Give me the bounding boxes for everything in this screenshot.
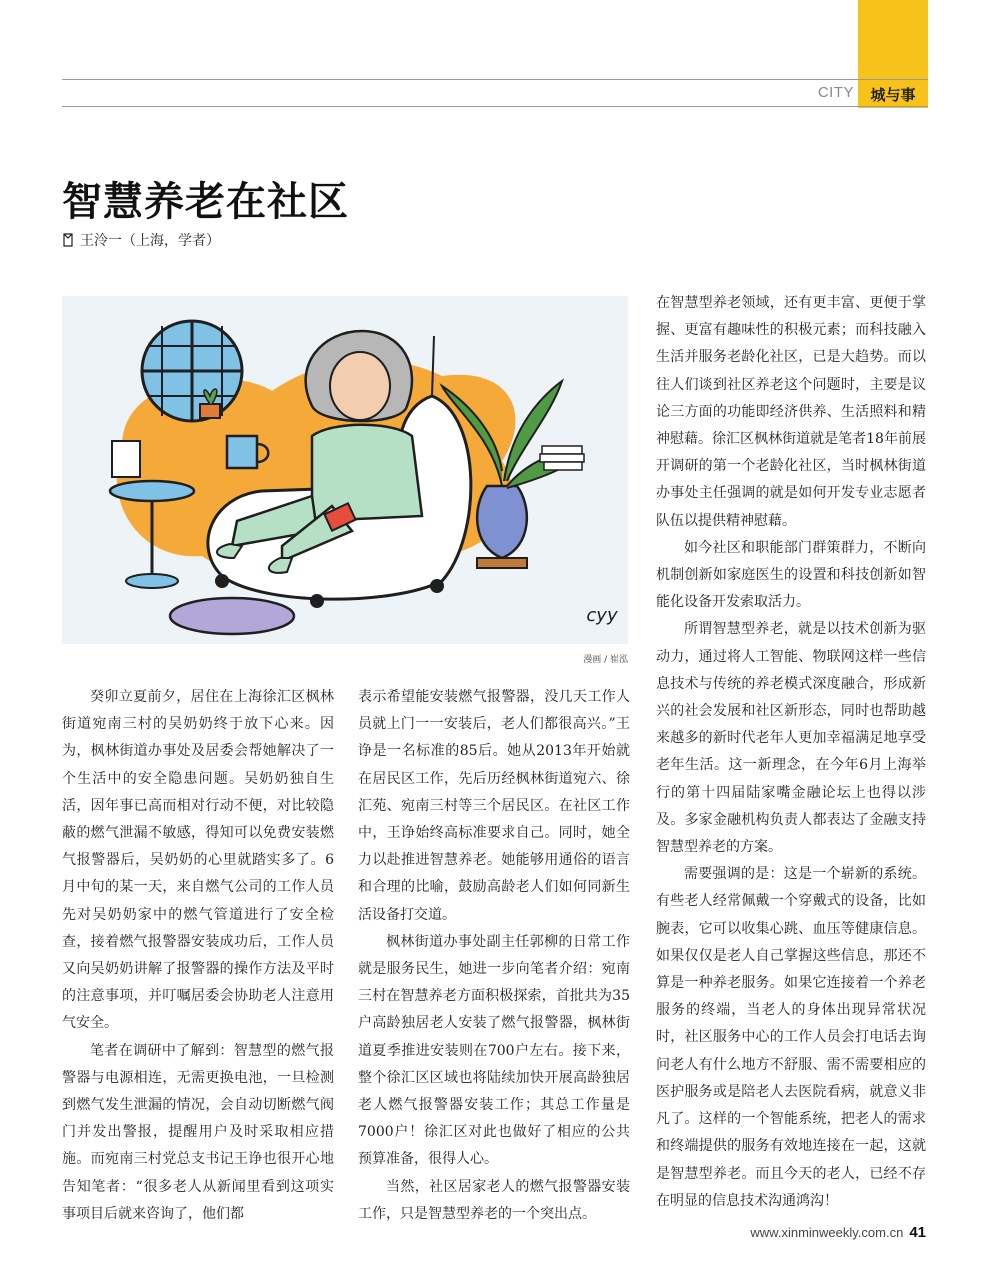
- article-title: 智慧养老在社区: [62, 179, 349, 225]
- paragraph: 枫林街道办事处副主任郭柳的日常工作就是服务民生，她进一步向笔者介绍：宛南三村在智慧养老方面积极探索，首批共为35户高龄独居老人安装了燃气报警器，枫林街道夏季推进安装则在700户左右。接下来，整个徐汇区区域也将陆续加快开展高龄独居老人燃气报警器安装工作；其总工作量是7000户！徐汇区对此也做好了相应的公共预算准备，很得人心。: [358, 933, 630, 1168]
- paragraph: 表示希望能安装燃气报警器，没几天工作人员就上门一一安装后，老人们都很高兴。”王诤是一名标准的85后。她从2013年开始就在居民区工作，先后历经枫林街道宛六、徐汇苑、宛南三村等三个居民区。在社区工作中，王诤始终高标准要求自己。同时，她全力以赴推进智慧养老。她能够用通俗的语言和合理的比喻，鼓励高龄老人们如何同新生活设备打交道。: [358, 689, 630, 923]
- paragraph: 需要强调的是：这是一个崭新的系统。有些老人经常佩戴一个穿戴式的设备，比如腕表，它可以收集心跳、血压等健康信息。如果仅仅是老人自己掌握这些信息，那还不算是一种养老服务。如果它连接着一个养老服务的终端，当老人的身体出现异常状况时，社区服务中心的工作人员会打电话去询问老人有什么地方不舒服、需不需要相应的医护服务或是陪老人去医院看病，就意义非凡了。这样的一个智能系统，把老人的需求和终端提供的服务有效地连接在一起，这就是智慧型养老。而且今天的老人，已经不存在明显的信息技术沟通鸿沟！: [656, 866, 926, 1209]
- paragraph: 所谓智慧型养老，就是以技术创新为驱动力，通过将人工智能、物联网这样一些信息技术与传统的养老模式深度融合，形成新兴的社会发展和社区新形态，同时也帮助越来越多的新时代老年人更加幸福满足地享受老年生活。这一新理念，在今年6月上海举行的第十四届陆家嘴金融论坛上也得以涉及。多家金融机构负责人都表达了金融支持智慧型养老的方案。: [656, 621, 926, 856]
- section-label-en: CITY: [817, 84, 854, 101]
- books-icon: [540, 446, 584, 470]
- byline-text: 王泠一（上海，学者）: [80, 233, 220, 249]
- paragraph: 当然，社区居家老人的燃气报警器安装工作，只是智慧型养老的一个突出点。: [358, 1178, 630, 1222]
- floor-cushion-icon: [170, 598, 294, 634]
- header-divider-top: [62, 79, 928, 80]
- cartoon-illustration: [62, 296, 628, 644]
- header-divider-bottom: [62, 106, 928, 107]
- paragraph: 在智慧型养老领域，还有更丰富、更便于掌握、更富有趣味性的积极元素；而科技融入生活并服务老龄化社区，已是大趋势。而以往人们谈到社区养老这个问题时，主要是议论三方面的功能即经济供养、生活照料和精神慰藉。徐汇区枫林街道就是笔者18年前展开调研的第一个老龄化社区，当时枫林街道办事处主任强调的就是如何开发专业志愿者队伍以提供精神慰藉。: [656, 295, 926, 529]
- round-window-icon: [142, 321, 242, 421]
- website-link[interactable]: www.xinminweekly.com.cn: [750, 1225, 904, 1240]
- page-footer: [700, 1224, 926, 1241]
- page-number: 41: [909, 1224, 926, 1241]
- section-label-cn: 城与事: [870, 86, 916, 104]
- pen-icon: [62, 233, 74, 247]
- byline: [62, 230, 220, 250]
- paragraph: 如今社区和职能部门群策群力，不断向机制创新如家庭医生的设置和科技创新如智能化设备开发索取活力。: [656, 539, 926, 611]
- illustration-credit: 漫画 / 崔泓: [583, 655, 628, 665]
- text-column-3: [656, 290, 926, 1215]
- illustration-signature: cyy: [586, 605, 618, 626]
- text-column-2: [358, 684, 630, 1228]
- paragraph: 笔者在调研中了解到：智慧型的燃气报警器与电源相连，无需更换电池，一旦检测到燃气发生泄漏的情况，会自动切断燃气阀门并发出警报，提醒用户及时采取相应措施。而宛南三村党总支书记王诤也很开心地告知笔者：“很多老人从新闻里看到这项实事项目后就来咨询了，他们都: [62, 1042, 334, 1222]
- text-column-1: [62, 684, 334, 1228]
- paragraph: 癸卯立夏前夕，居住在上海徐汇区枫林街道宛南三村的吴奶奶终于放下心来。因为，枫林街道办事处及居委会帮她解决了一个生活中的安全隐患问题。吴奶奶独自生活，因年事已高而相对行动不便，对比较隐蔽的燃气泄漏不敏感，得知可以免费安装燃气报警器后，吴奶奶的心里就踏实多了。6月中旬的某一天，来自燃气公司的工作人员先对吴奶奶家中的燃气管道进行了安全检查，接着燃气报警器安装成功后，工作人员又向吴奶奶讲解了报警器的操作方法及平时的注意事项，并叮嘱居委会协助老人注意用气安全。: [62, 689, 334, 1032]
